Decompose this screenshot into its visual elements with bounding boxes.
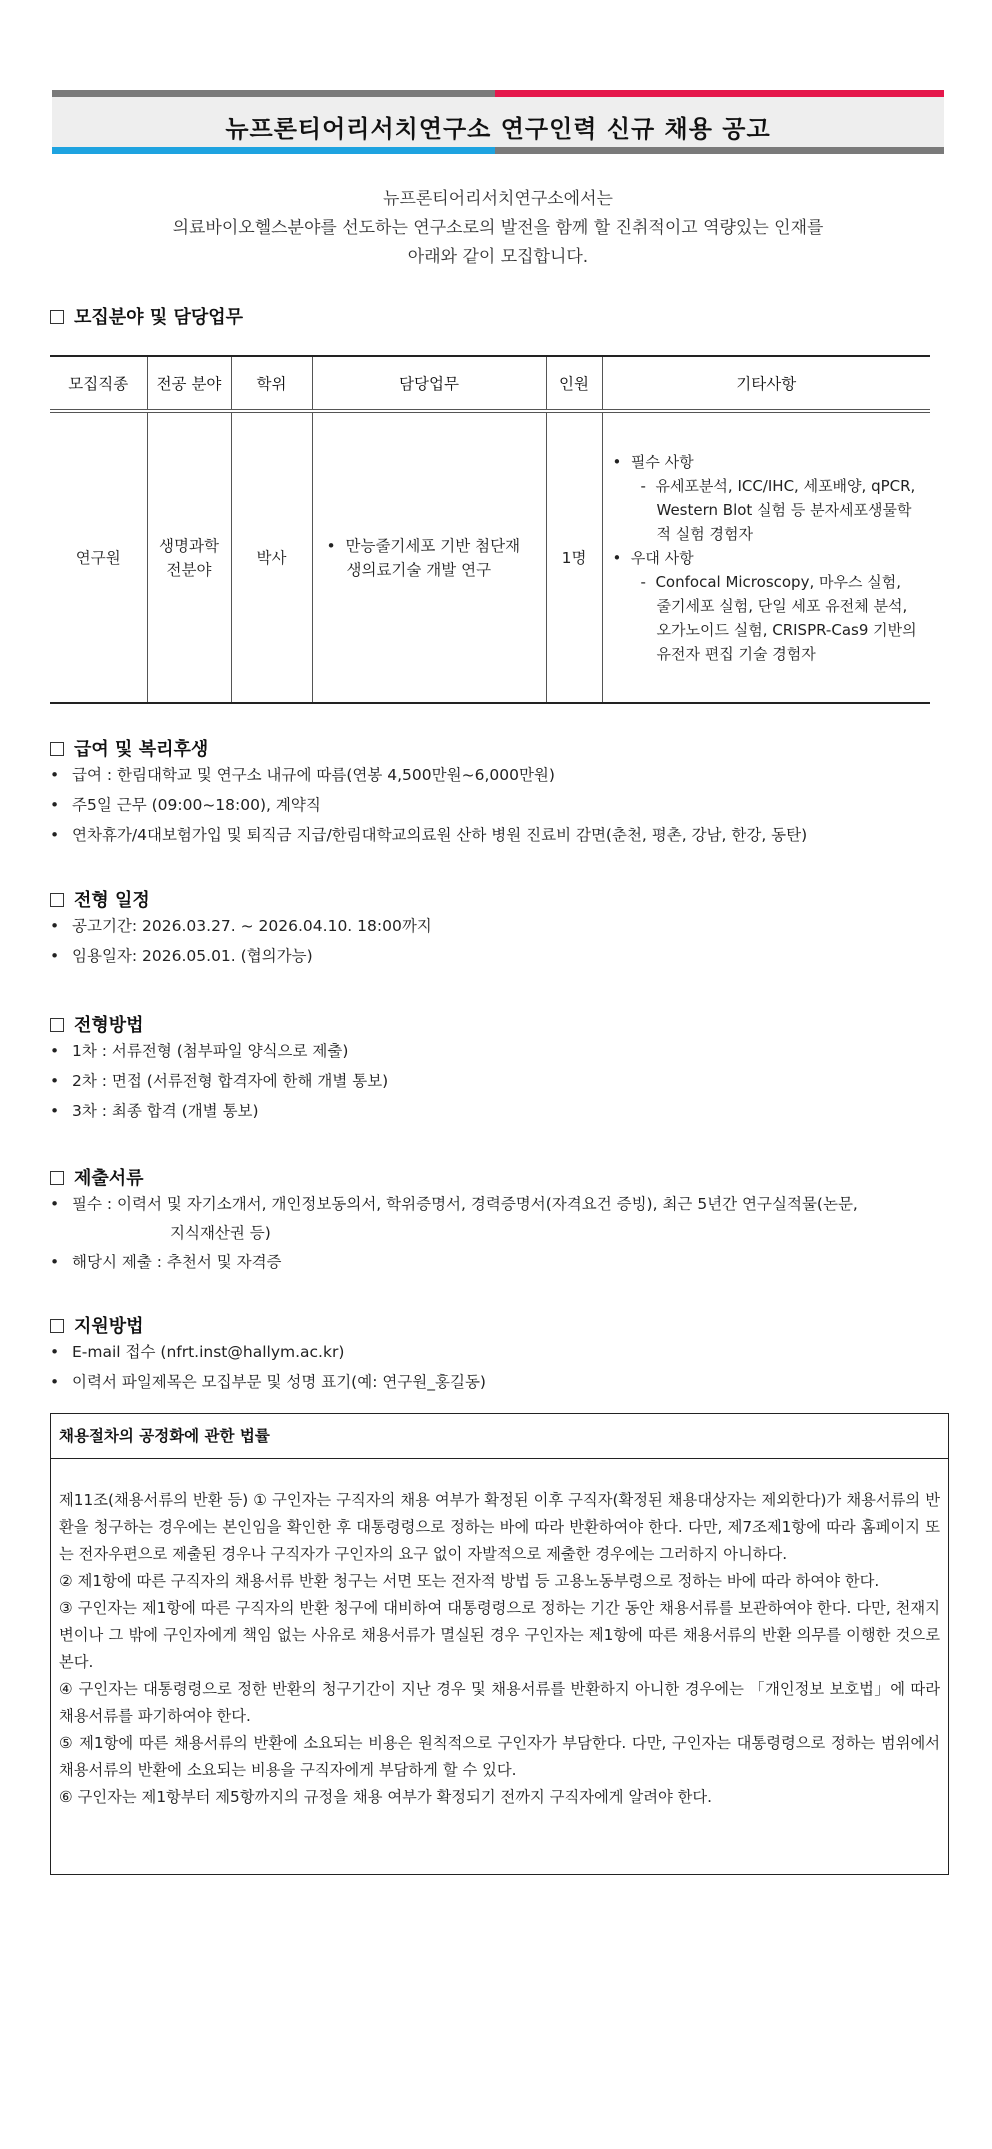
table-row — [50, 411, 930, 703]
table-header-cell: 인원 — [546, 356, 602, 411]
section-title-schedule — [50, 886, 150, 912]
duty-cell — [312, 411, 546, 703]
bullet-icon: • — [50, 917, 60, 935]
bullet-icon: • — [50, 1195, 60, 1213]
section-title-documents — [50, 1164, 144, 1190]
banner-bar-gray-bottom — [495, 147, 944, 154]
dash-icon: - — [640, 476, 656, 495]
law-paragraph: ② 제1항에 따른 구직자의 채용서류 반환 청구는 서면 또는 전자적 방법 등 고용노동부령으로 정하는 바에 따라 하여야 한다. — [59, 1572, 880, 1590]
table-header-cell: 모집직종 — [50, 356, 147, 411]
bullet-icon: • — [326, 536, 346, 555]
bullet-icon: • — [50, 1373, 60, 1391]
law-notice-box — [50, 1413, 949, 1875]
list-item: • 2차 : 면접 (서류전형 합격자에 한해 개별 통보) — [50, 1066, 388, 1096]
preferred-title: 우대 사항 — [630, 548, 694, 567]
major-line: 생명과학 — [159, 536, 219, 555]
section-title-recruit — [50, 303, 243, 329]
section-title-apply — [50, 1312, 144, 1338]
bullet-icon: • — [612, 548, 631, 567]
checkbox-square-icon — [50, 1171, 64, 1185]
bullet-icon: • — [50, 1343, 60, 1361]
intro-line: 의료바이오헬스분야를 선도하는 연구소로의 발전을 함께 할 진취적이고 역량있는 인재를 — [172, 218, 824, 238]
law-body — [51, 1459, 948, 1811]
checkbox-square-icon — [50, 893, 64, 907]
law-paragraph: ③ 구인자는 제1항에 따른 구직자의 반환 청구에 대비하여 대통령령으로 정하는 기간 동안 채용서류를 보관하여야 한다. 다만, 천재지변이나 그 밖에 구인자에게 책임 없는 사유로 채용서류가 멸실된 경우 구인자는 제1항에 따른 채용서류의 반환 의무를 이행한 것으로 본다. — [59, 1599, 940, 1671]
bullet-icon: • — [50, 1102, 60, 1120]
dash-icon: - — [640, 572, 656, 591]
list-item: • 연차휴가/4대보험가입 및 퇴직금 지급/한림대학교의료원 산하 병원 진료비 감면(춘천, 평촌, 강남, 한강, 동탄) — [50, 820, 807, 850]
bullet-icon: • — [50, 796, 60, 814]
benefits-list — [50, 760, 807, 850]
list-item: • E-mail 접수 (nfrt.inst@hallym.ac.kr) — [50, 1337, 486, 1367]
banner-bar-gray-top — [52, 90, 495, 97]
table-header-cell: 담당업무 — [312, 356, 546, 411]
bullet-icon: • — [612, 452, 631, 471]
list-item: • 주5일 근무 (09:00~18:00), 계약직 — [50, 790, 807, 820]
major-cell — [147, 411, 231, 703]
required-text: 유세포분석, ICC/IHC, 세포배양, qPCR, Western Blot 실험 등 분자세포생물학적 실험 경험자 — [655, 476, 916, 543]
list-item: • 3차 : 최종 합격 (개별 통보) — [50, 1096, 388, 1126]
major-line: 전분야 — [166, 560, 212, 579]
bullet-icon: • — [50, 1042, 60, 1060]
section-title-benefits — [50, 735, 208, 761]
section-title-text: 지원방법 — [74, 1316, 144, 1337]
table-header-cell: 전공 분야 — [147, 356, 231, 411]
page-title: 뉴프론티어리서치연구소 연구인력 신규 채용 공고 — [225, 115, 771, 143]
recruit-table — [50, 355, 930, 704]
intro-text — [52, 185, 944, 272]
duty-text: 만능줄기세포 기반 첨단재생의료기술 개발 연구 — [345, 536, 521, 579]
section-title-text: 급여 및 복리후생 — [74, 739, 209, 760]
preferred-text: Confocal Microscopy, 마우스 실험, 줄기세포 실험, 단일 세포 유전체 분석, 오가노이드 실험, CRISPR-Cas9 기반의 유전자 편집 기술 경험자 — [655, 572, 917, 663]
law-paragraph: ⑤ 제1항에 따른 채용서류의 반환에 소요되는 비용은 원칙적으로 구인자가 부담한다. 다만, 구인자는 대통령령으로 정하는 범위에서 채용서류의 반환에 소요되는 비용을 구직자에게 부담하게 할 수 있다. — [59, 1734, 940, 1779]
degree-cell: 박사 — [231, 411, 312, 703]
law-title: 채용절차의 공정화에 관한 법률 — [51, 1414, 948, 1459]
intro-line: 아래와 같이 모집합니다. — [407, 247, 589, 267]
list-item: • 임용일자: 2026.05.01. (협의가능) — [50, 941, 432, 971]
law-paragraph: ⑥ 구인자는 제1항부터 제5항까지의 규정을 채용 여부가 확정되기 전까지 구직자에게 알려야 한다. — [59, 1788, 713, 1806]
law-paragraph: ④ 구인자는 대통령령으로 정한 반환의 청구기간이 지난 경우 및 채용서류를 반환하지 아니한 경우에는 「개인정보 보호법」에 따라 채용서류를 파기하여야 한다. — [59, 1680, 940, 1725]
checkbox-square-icon — [50, 1018, 64, 1032]
section-title-text: 제출서류 — [74, 1168, 144, 1189]
list-item: • 해당시 제출 : 추천서 및 자격증 — [50, 1247, 858, 1277]
schedule-list — [50, 911, 432, 971]
bullet-icon: • — [50, 1253, 60, 1271]
banner-bar-red-top — [495, 90, 944, 97]
table-header-cell: 학위 — [231, 356, 312, 411]
bullet-icon: • — [50, 826, 60, 844]
table-header-row — [50, 356, 930, 411]
checkbox-square-icon — [50, 310, 64, 324]
list-item-continuation: 지식재산권 등) — [170, 1224, 271, 1242]
method-list — [50, 1036, 388, 1126]
required-title: 필수 사항 — [630, 452, 694, 471]
checkbox-square-icon — [50, 742, 64, 756]
bullet-icon: • — [50, 1072, 60, 1090]
documents-list — [50, 1189, 858, 1277]
banner-bar-blue-bottom — [52, 147, 495, 154]
list-item: • 필수 : 이력서 및 자기소개서, 개인정보동의서, 학위증명서, 경력증명서(자격요건 증빙), 최근 5년간 연구실적물(논문, 지식재산권 등) — [50, 1189, 858, 1247]
checkbox-square-icon — [50, 1319, 64, 1333]
position-cell: 연구원 — [50, 411, 147, 703]
list-item: • 급여 : 한림대학교 및 연구소 내규에 따름(연봉 4,500만원~6,000만원) — [50, 760, 807, 790]
law-paragraph: 제11조(채용서류의 반환 등) ① 구인자는 구직자의 채용 여부가 확정된 이후 구직자(확정된 채용대상자는 제외한다)가 채용서류의 반환을 청구하는 경우에는 본인임을 확인한 후 대통령령으로 정하는 바에 따라 반환하여야 한다. 다만, 제7조제1항에 따라 홈페이지 또는 전자우편으로 제출된 경우나 구직자가 구인자의 요구 없이 자발적으로 제출한 경우에는 그러하지 아니하다. — [59, 1491, 940, 1563]
section-title-text: 전형 일정 — [74, 890, 150, 911]
bullet-icon: • — [50, 766, 60, 784]
title-banner — [52, 90, 944, 154]
intro-line: 뉴프론티어리서치연구소에서는 — [383, 189, 613, 209]
count-cell: 1명 — [546, 411, 602, 703]
section-title-method — [50, 1011, 144, 1037]
section-title-text: 모집분야 및 담당업무 — [74, 307, 244, 328]
etc-cell — [602, 411, 930, 703]
list-item: • 1차 : 서류전형 (첨부파일 양식으로 제출) — [50, 1036, 388, 1066]
bullet-icon: • — [50, 947, 60, 965]
list-item: • 공고기간: 2026.03.27. ~ 2026.04.10. 18:00까지 — [50, 911, 432, 941]
list-item: • 이력서 파일제목은 모집부문 및 성명 표기(예: 연구원_홍길동) — [50, 1367, 486, 1397]
apply-list — [50, 1337, 486, 1397]
table-header-cell: 기타사항 — [602, 356, 930, 411]
section-title-text: 전형방법 — [74, 1015, 144, 1036]
